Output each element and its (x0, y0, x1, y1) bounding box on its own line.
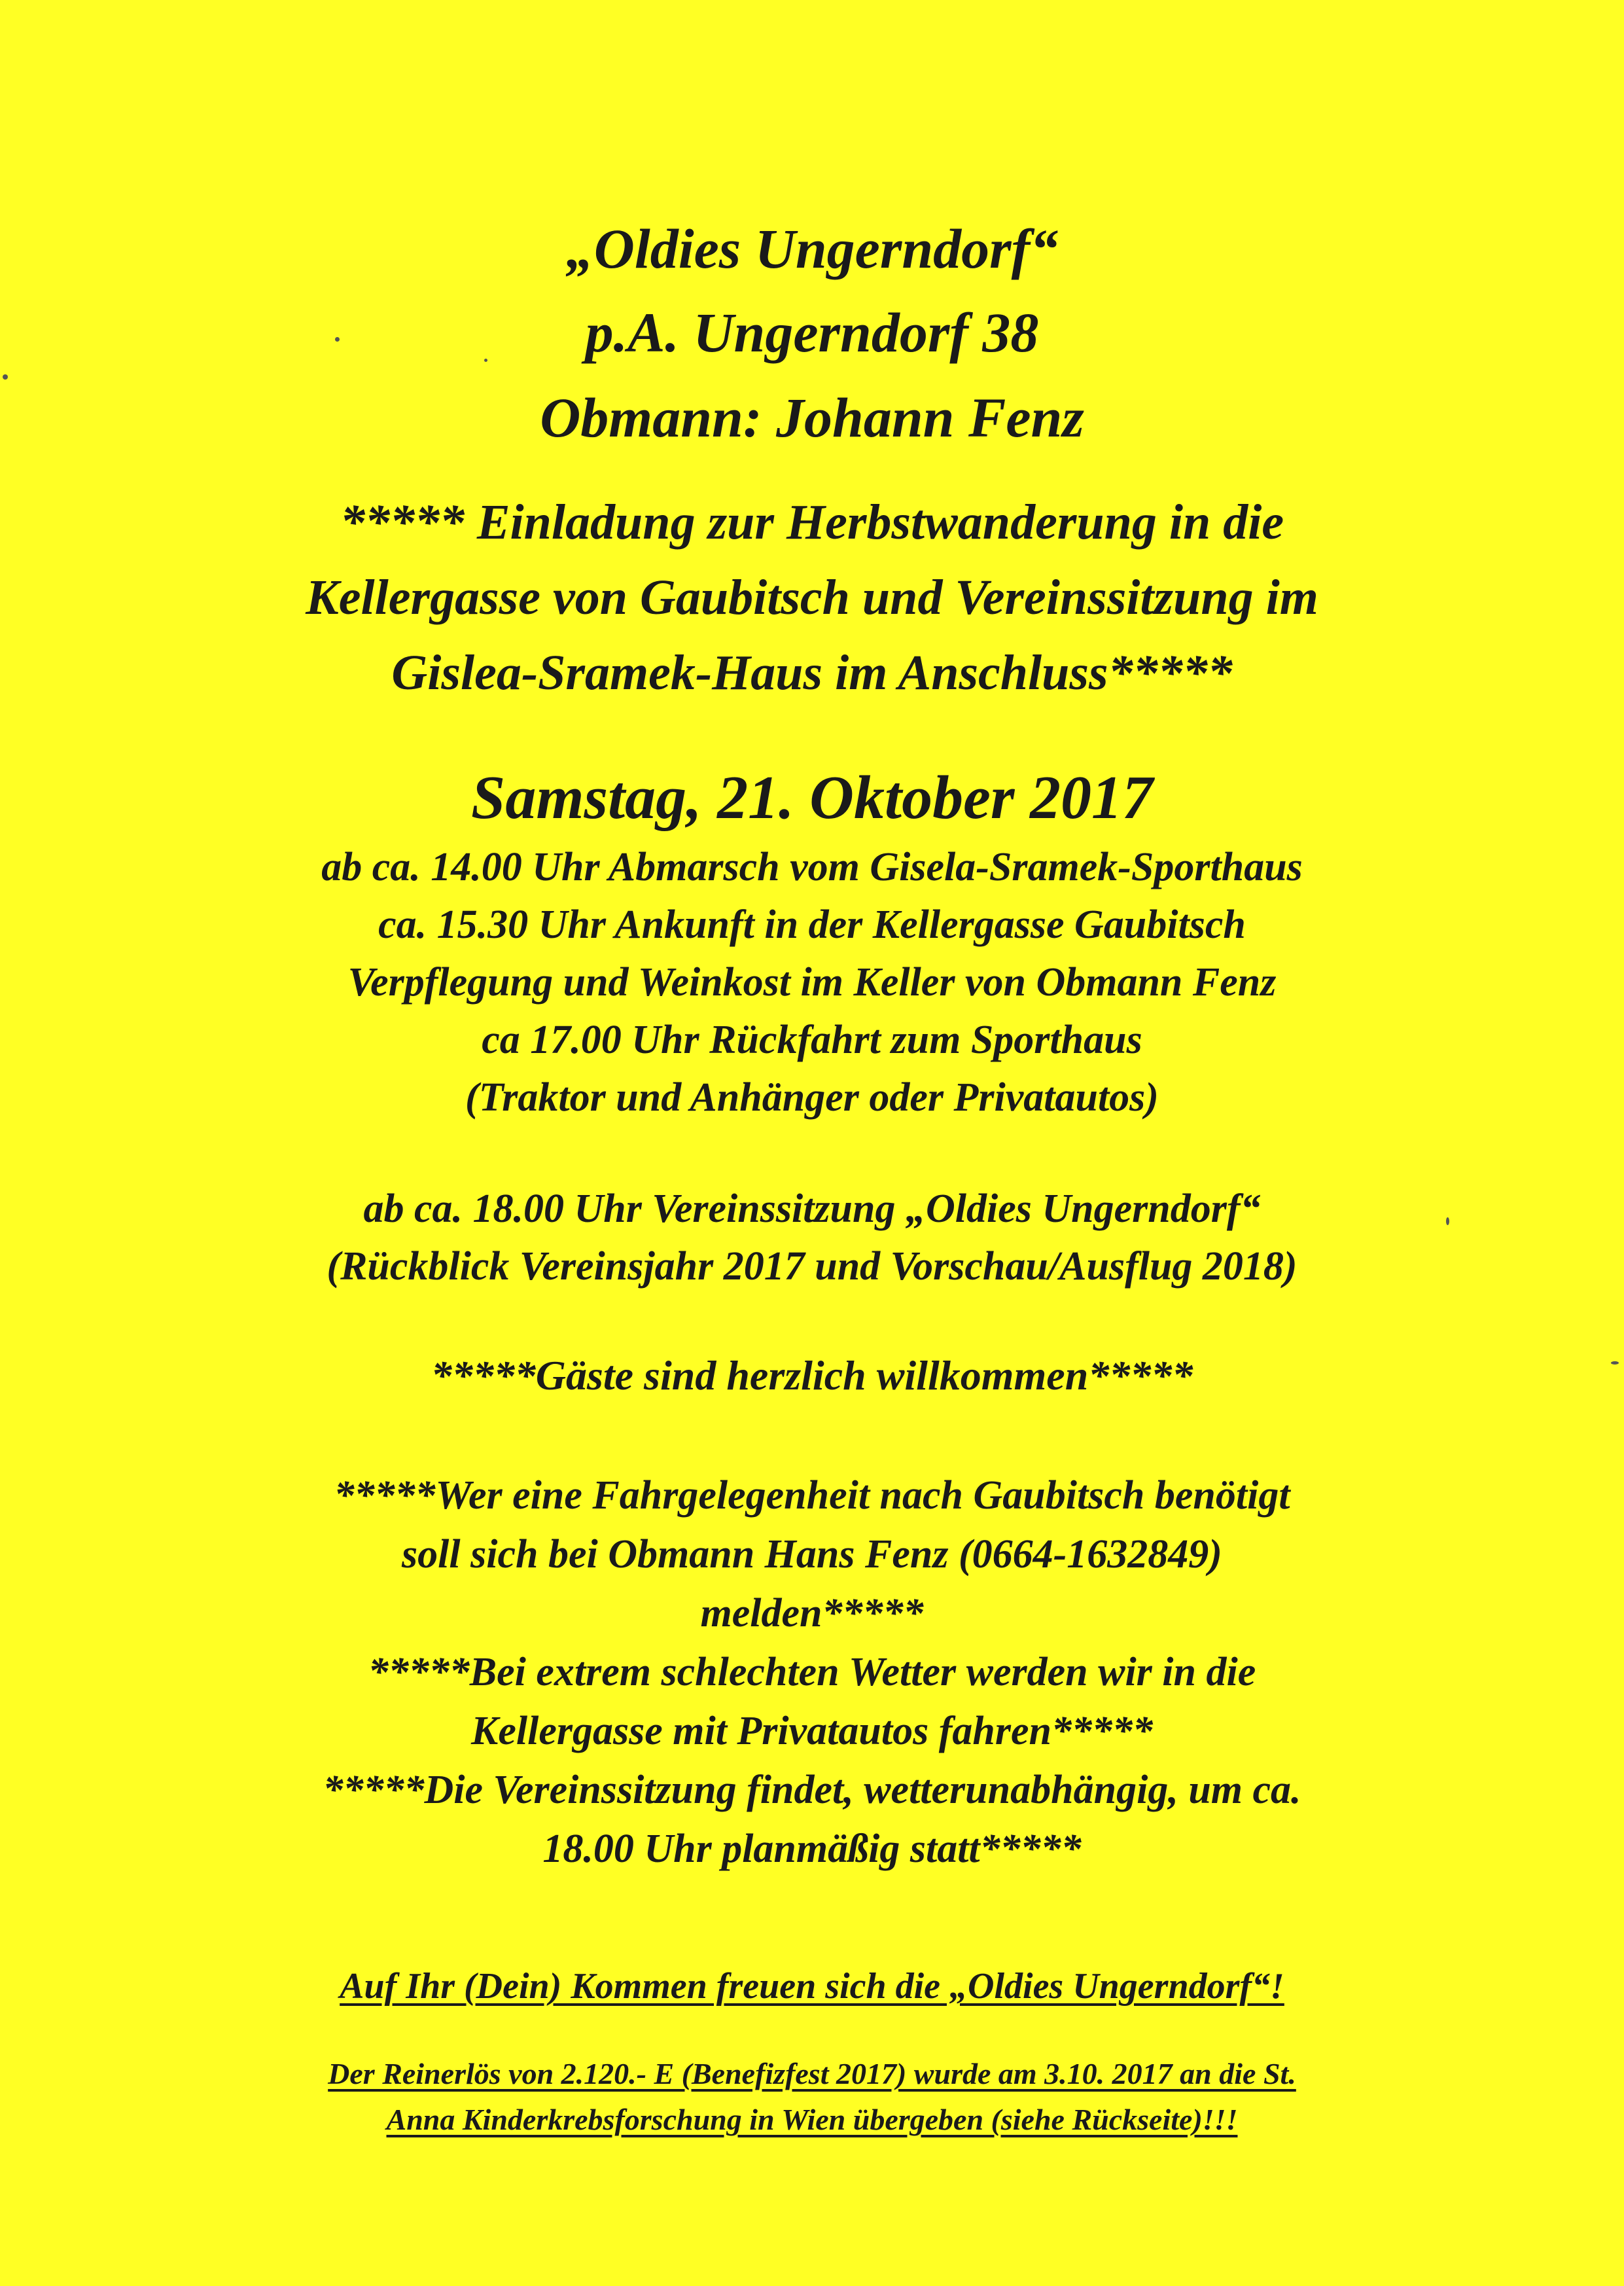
closing-text: Auf Ihr (Dein) Kommen freuen sich die „Oldies Ungerndorf“! (340, 1966, 1284, 2007)
club-address: p.A. Ungerndorf 38 (585, 301, 1039, 364)
scan-speck (3, 374, 8, 380)
schedule-line: ca. 15.30 Uhr Ankunft in der Kellergasse Gaubitsch (378, 902, 1246, 947)
event-date: Samstag, 21. Oktober 2017 (471, 764, 1153, 832)
note-line: 18.00 Uhr planmäßig statt***** (542, 1827, 1082, 1871)
club-name: „Oldies Ungerndorf“ (565, 217, 1059, 280)
closing-line (0, 1965, 1624, 2007)
note-line: *****Die Vereinssitzung findet, wetterunabhängig, um ca. (323, 1768, 1301, 1812)
schedule-line: ca 17.00 Uhr Rückfahrt zum Sporthaus (482, 1018, 1142, 1062)
invitation-line-1: ***** Einladung zur Herbstwanderung in die (340, 495, 1284, 550)
note-line: *****Bei extrem schlechten Wetter werden wir in die (368, 1650, 1256, 1694)
footer-line (0, 2102, 1624, 2137)
scan-speck (1446, 1217, 1449, 1225)
scan-speck (335, 337, 340, 342)
scan-speck (484, 359, 487, 362)
invitation-line-2: Kellergasse von Gaubitsch und Vereinssitzung im (306, 570, 1318, 625)
meeting-line: ab ca. 18.00 Uhr Vereinssitzung „Oldies Ungerndorf“ (363, 1187, 1261, 1231)
footer-line (0, 2056, 1624, 2091)
meeting-line: (Rückblick Vereinsjahr 2017 und Vorschau/Ausflug 2018) (327, 1244, 1297, 1289)
schedule-line: Verpflegung und Weinkost im Keller von Obmann Fenz (347, 960, 1277, 1005)
footer-text: Der Reinerlös von 2.120.- E (Benefizfest 2017) wurde am 3.10. 2017 an die St. (328, 2057, 1296, 2090)
schedule-line: ab ca. 14.00 Uhr Abmarsch vom Gisela-Sramek-Sporthaus (321, 845, 1303, 889)
club-chairman: Obmann: Johann Fenz (540, 386, 1084, 449)
note-line: *****Wer eine Fahrgelegenheit nach Gaubitsch benötigt (334, 1473, 1290, 1518)
note-line: Kellergasse mit Privatautos fahren***** (471, 1709, 1153, 1753)
footer-text: Anna Kinderkrebsforschung in Wien übergeben (siehe Rückseite)!!! (386, 2103, 1238, 2136)
schedule-line: (Traktor und Anhänger oder Privatautos) (465, 1075, 1159, 1120)
note-line: melden***** (700, 1591, 924, 1635)
scan-speck (1611, 1361, 1619, 1365)
note-line: soll sich bei Obmann Hans Fenz (0664-1632849) (402, 1532, 1222, 1577)
guests-welcome: *****Gäste sind herzlich willkommen***** (431, 1352, 1193, 1399)
invitation-line-3: Gislea-Sramek-Haus im Anschluss***** (391, 645, 1233, 700)
